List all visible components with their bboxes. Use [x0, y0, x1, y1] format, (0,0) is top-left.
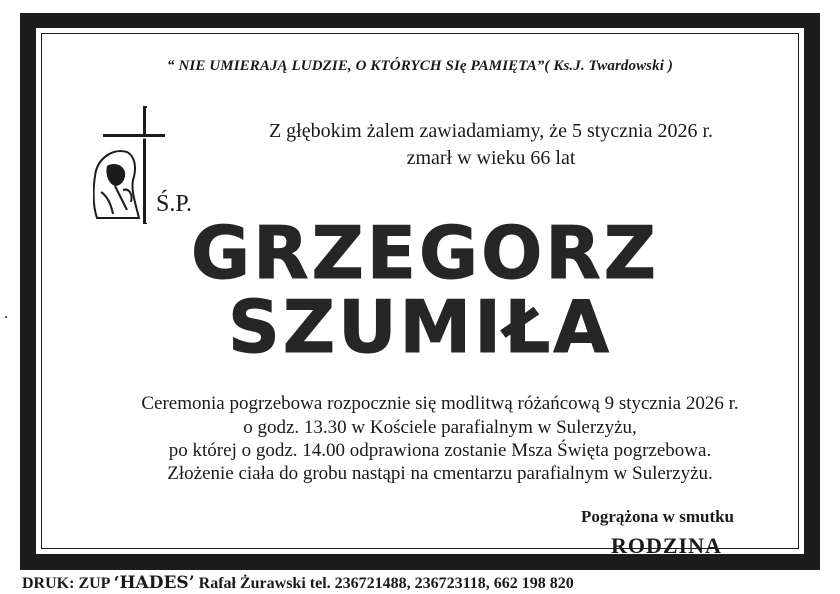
footer-owner: Rafał Żurawski [194, 575, 310, 592]
obituary-inner-frame [33, 25, 807, 557]
announcement-line-2: zmarł w wieku 66 lat [406, 147, 576, 169]
ceremony-line-2: o godz. 13.30 w Kościele parafialnym w Sulerzyżu, [243, 417, 637, 438]
deceased-last-name: SZUMIŁA [228, 285, 612, 369]
obituary-outer-frame [20, 13, 820, 570]
deceased-first-name: GRZEGORZ [191, 211, 659, 295]
ceremony-line-1: Ceremonia pogrzebowa rozpocznie się modlitwą różańcową 9 stycznia 2026 r. [141, 393, 739, 414]
motto-quote: “ NIE UMIERAJĄ LUDZIE, O KTÓRYCH SIę PAMIĘTA”( Ks.J. Twardowski ) [167, 58, 673, 74]
mourners-label: Pogrążona w smutku [581, 507, 735, 526]
ceremony-line-4: Złożenie ciała do grobu nastąpi na cmentarzu parafialnym w Sulerzyżu. [167, 463, 713, 484]
footer-prefix: DRUK: ZUP [22, 575, 114, 592]
footer-company: ‘HADES’ [113, 573, 195, 593]
mourners-family: RODZINA [611, 533, 722, 558]
ceremony-line-3: po której o godz. 14.00 odprawiona zostanie Msza Święta pogrzebowa. [168, 440, 712, 461]
scan-speck [5, 316, 7, 318]
prefix-sp: Ś.P. [156, 191, 193, 217]
footer-phones: tel. 236721488, 236723118, 662 198 820 [309, 575, 574, 592]
printer-footer [22, 573, 574, 593]
announcement-line-1: Z głębokim żalem zawiadamiamy, że 5 stycznia 2026 r. [268, 120, 714, 142]
